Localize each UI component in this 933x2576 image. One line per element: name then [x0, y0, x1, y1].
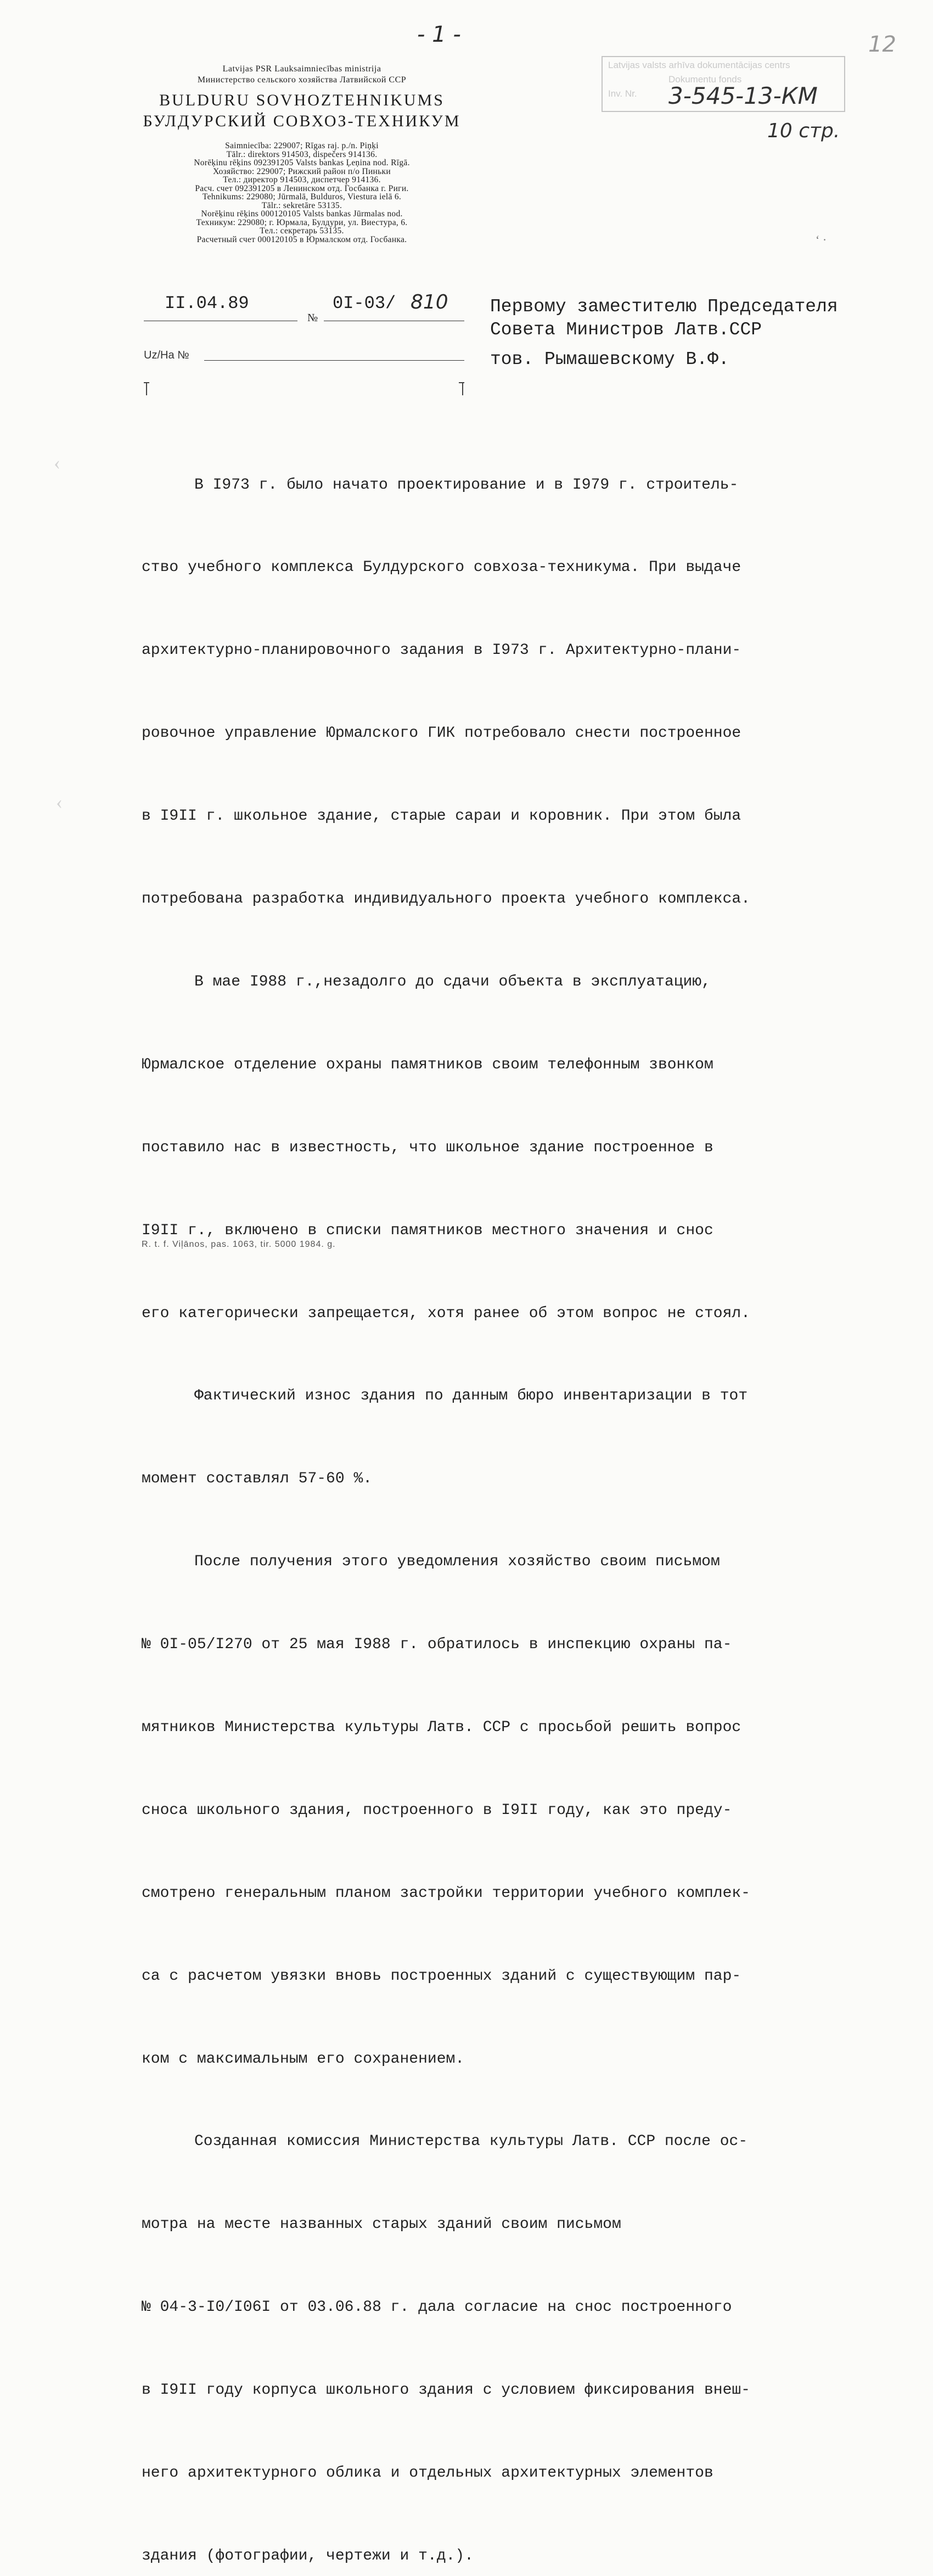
letter-number-handwritten: 810 — [411, 291, 448, 313]
margin-mark: ‹ — [54, 452, 60, 474]
body-line: В I973 г. было начато проектирование и в I979 г. строитель- — [194, 476, 739, 494]
contact-line: Расч. счет 092391205 в Ленинском отд. Госбанка г. Риги. — [195, 183, 409, 193]
corner-number: 12 — [868, 32, 896, 57]
institution-name-ru: БУЛДУРСКИЙ СОВХОЗ-ТЕХНИКУМ — [143, 112, 461, 130]
ministry-lv: Latvijas PSR Lauksaimniecības ministrija — [222, 64, 381, 74]
stamp-line: Latvijas valsts arhīva dokumentācijas centrs — [608, 60, 790, 70]
body-line: сноса школьного здания, построенного в I9II году, как это преду- — [142, 1801, 732, 1819]
body-line: мотра на месте названных старых зданий своим письмом — [142, 2216, 621, 2233]
body-line: него архитектурного облика и отдельных архитектурных элементов — [142, 2464, 713, 2482]
reference-underline — [204, 360, 464, 361]
body-line: После получения этого уведомления хозяйство своим письмом — [194, 1553, 720, 1571]
body-line: мятников Министерства культуры Латв. ССР с просьбой решить вопрос — [142, 1718, 741, 1736]
body-line: ком с максимальным его сохранением. — [142, 2050, 465, 2068]
window-bracket-left — [146, 382, 147, 395]
body-line: Фактический износ здания по данным бюро инвентаризации в тот — [194, 1387, 748, 1405]
contact-line: Техникум: 229080; г. Юрмала, Булдури, ул. Виестура, 6. — [196, 217, 408, 227]
body-line: поставило нас в известность, что школьное здание построенное в — [142, 1139, 713, 1156]
margin-mark: ‹ — [56, 791, 63, 813]
ministry-ru: Министерство сельского хозяйства Латвийской ССР — [197, 75, 407, 85]
body-line: ство учебного комплекса Булдурского совхоза-техникума. При выдаче — [142, 559, 741, 576]
contact-line: Tālr.: direktors 914503, dispečers 914136. — [226, 149, 378, 159]
body-line: момент составлял 57-60 %. — [142, 1470, 373, 1488]
letterhead — [137, 65, 466, 244]
stamp-line: Dokumentu fonds — [668, 74, 742, 85]
body-line: его категорически запрещается, хотя ранее об этом вопрос не стоял. — [142, 1304, 750, 1322]
letter-number-typed: 0I-03/ — [333, 293, 396, 313]
body-line: В мае I988 г.,незадолго до сдачи объекта в эксплуатацию, — [194, 973, 711, 990]
window-bracket-right — [462, 382, 463, 395]
contact-line: Tālr.: sekretāre 53135. — [261, 200, 342, 210]
stamp-handwritten-pages: 10 стр. — [767, 120, 840, 142]
contact-line: Тел.: секретарь 53135. — [260, 226, 344, 236]
body-line: потребована разработка индивидуального проекта учебного комплекса. — [142, 891, 750, 908]
contact-line: Тел.: директор 914503, диспетчер 914136. — [223, 175, 381, 184]
stray-mark: ‘ · — [816, 233, 827, 247]
addressee-line: Совета Министров Латв.ССР — [490, 320, 762, 340]
contact-block — [137, 142, 466, 244]
window-bracket-left-top — [144, 382, 149, 383]
body-line: ровочное управление Юрмалского ГИК потребовало снести построенное — [142, 725, 741, 742]
body-line: № 04-3-I0/I06I от 03.06.88 г. дала согласие на снос построенного — [142, 2299, 732, 2316]
body-line: здания (фотографии, чертежи и т.д.). — [142, 2547, 474, 2564]
body-line: № 0I-05/I270 от 25 мая I988 г. обратилось в инспекцию охраны па- — [142, 1636, 732, 1654]
stamp-handwritten-code: 3-545-13-КМ — [668, 82, 818, 109]
body-line: смотрено генеральным планом застройки территории учебного комплек- — [142, 1884, 750, 1902]
body-line: в I9II году корпуса школьного здания с условием фиксирования внеш- — [142, 2382, 750, 2399]
body-line: I9II г., включено в списки памятников местного значения и снос — [142, 1222, 713, 1239]
page-number: - 1 - — [417, 22, 461, 47]
contact-line: Хозяйство: 229007; Рижский район п/о Пиньки — [213, 166, 391, 176]
body-line: са с расчетом увязки вновь построенных зданий с существующим пар- — [142, 1967, 741, 1985]
contact-line: Norēķinu rēķins 092391205 Valsts bankas Ļeņina nod. Rīgā. — [194, 158, 410, 167]
number-label: № — [307, 312, 318, 324]
institution-name-lv: BULDURU SOVHOZTEHNIKUMS — [159, 91, 445, 109]
body-line: в I9II г. школьное здание, старые сараи и коровник. При этом была — [142, 808, 741, 825]
body-line: Созданная комиссия Министерства культуры Латв. ССР после ос- — [194, 2133, 748, 2151]
reference-label: Uz/На № — [144, 349, 189, 361]
contact-line: Tehnikums: 229080; Jūrmalā, Bulduros, Viestura ielā 6. — [202, 192, 402, 201]
body-line: архитектурно-планировочного задания в I973 г. Архитектурно-плани- — [142, 642, 741, 659]
addressee-block — [490, 295, 838, 371]
letter-date: II.04.89 — [165, 293, 249, 313]
window-bracket-right-top — [459, 382, 464, 383]
addressee-line: тов. Рымашевскому В.Ф. — [490, 349, 729, 369]
print-imprint: R. t. f. Viļānos, pas. 1063, tir. 5000 1984. g. — [142, 1240, 336, 1249]
contact-line: Norēķinu rēķins 000120105 Valsts bankas Jūrmalas nod. — [201, 209, 403, 219]
body-line: Юрмалское отделение охраны памятников своим телефонным звонком — [142, 1056, 713, 1073]
letter-body — [142, 416, 877, 2576]
contact-line: Saimniecība: 229007; Rīgas raj. p./n. Piņķi — [225, 141, 379, 150]
contact-line: Расчетный счет 000120105 в Юрмалском отд. Госбанка. — [196, 234, 407, 244]
stamp-line: Inv. Nr. — [608, 88, 637, 99]
addressee-line: Первому заместителю Председателя — [490, 296, 838, 317]
